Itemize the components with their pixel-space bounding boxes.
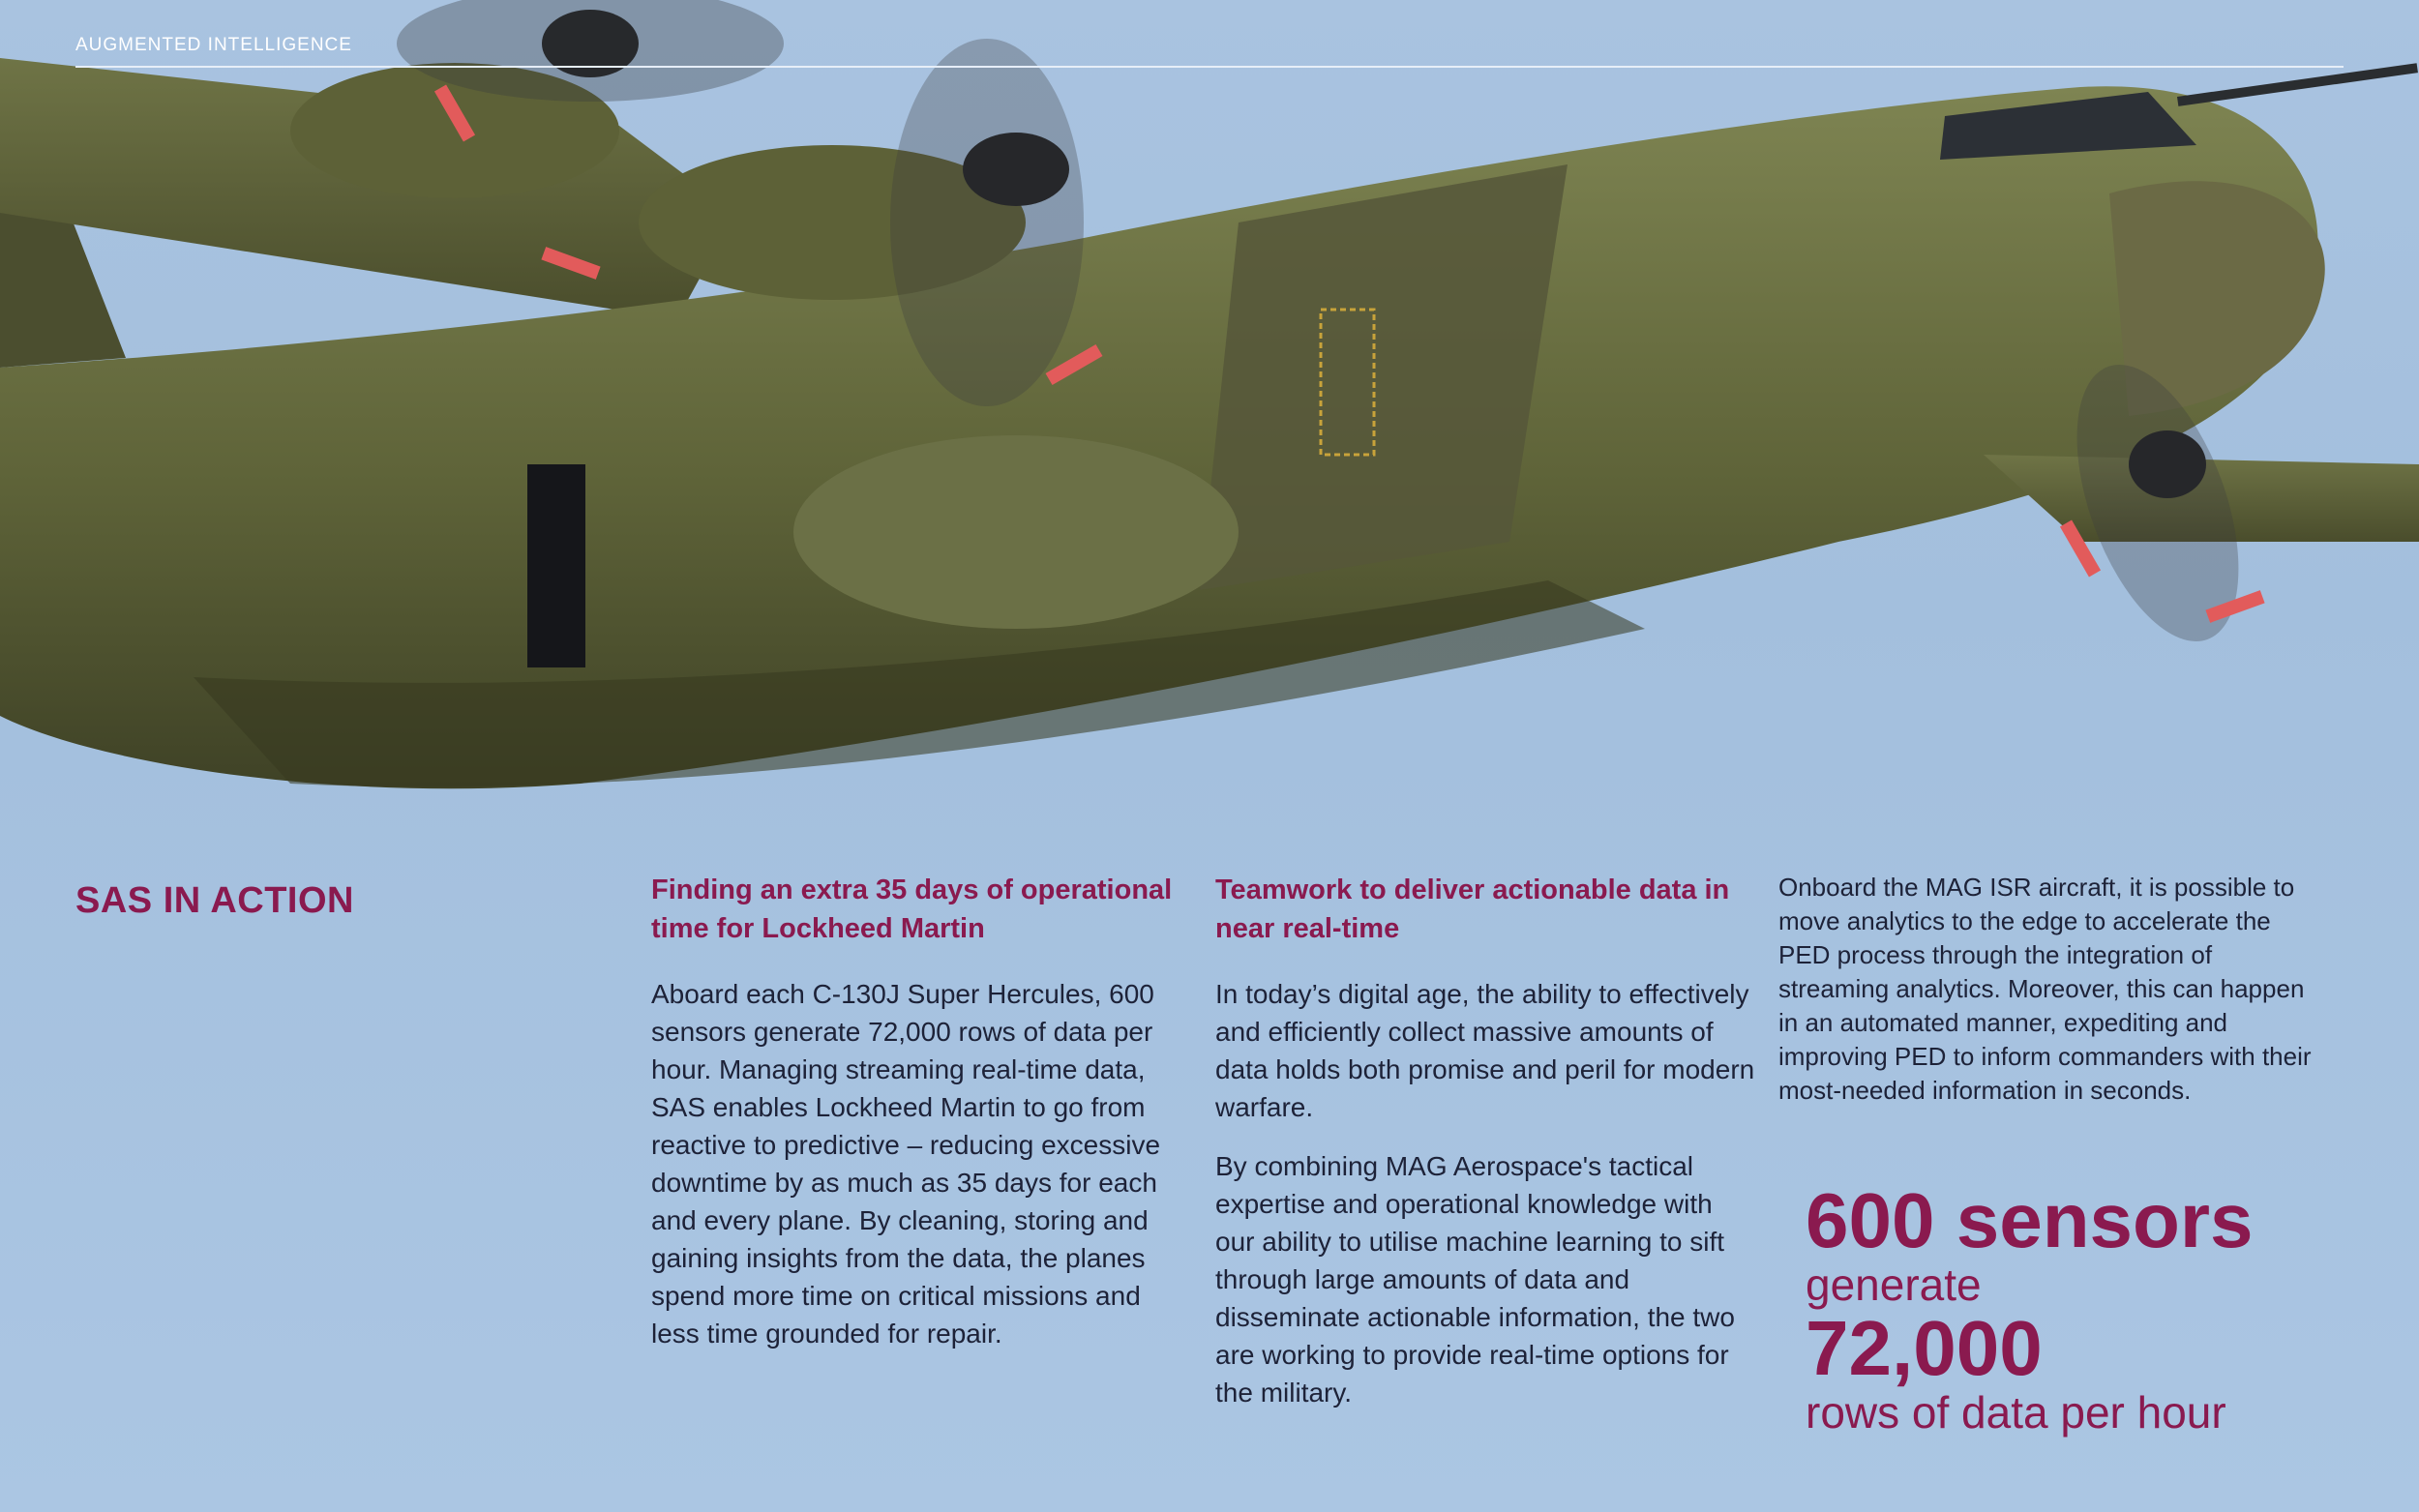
column-edge-analytics [1778,871,2320,1129]
column-mag-aerospace [1215,871,1757,1433]
stat-rows-count: 72,000 [1806,1305,2043,1391]
column-heading: Teamwork to deliver actionable data in near real-time [1215,875,1730,944]
section-label: AUGMENTED INTELLIGENCE [75,35,352,55]
section-title: SAS IN ACTION [75,880,354,921]
header-divider [75,66,2344,68]
stat-generate: generate [1806,1260,1982,1310]
stat-rows-label: rows of data per hour [1806,1387,2226,1438]
column-paragraph: By combining MAG Aerospace's tactical expertise and operational knowledge with our ability to utilise machine learning to sift through large amounts of data and disseminate actionable information, the two are working to provide real-time options for the military. [1215,1151,1735,1408]
column-paragraph: Aboard each C-130J Super Hercules, 600 sensors generate 72,000 rows of data per hour. Managing streaming real-time data, SAS enables Lockheed Martin to go from reactive to predictive – reducing excessive downtime by as much as 35 days for each and every plane. By cleaning, storing and gaining insights from the data, the planes spend more time on critical missions and less time grounded for repair. [651,979,1161,1349]
column-paragraph: In today’s digital age, the ability to effectively and efficiently collect massive amounts of data holds both promise and peril for modern warfare. [1215,979,1755,1122]
column-lockheed [651,871,1193,1374]
stat-sensors: 600 sensors [1806,1177,2254,1263]
column-heading: Finding an extra 35 days of operational time for Lockheed Martin [651,875,1173,944]
column-paragraph: Onboard the MAG ISR aircraft, it is possible to move analytics to the edge to accelerate the PED process through the integration of streaming analytics. Moreover, this can happen in an automated manner, expediting and improving PED to inform commanders with their most-needed information in seconds. [1778,873,2312,1105]
stat-callout [1806,1177,2254,1438]
